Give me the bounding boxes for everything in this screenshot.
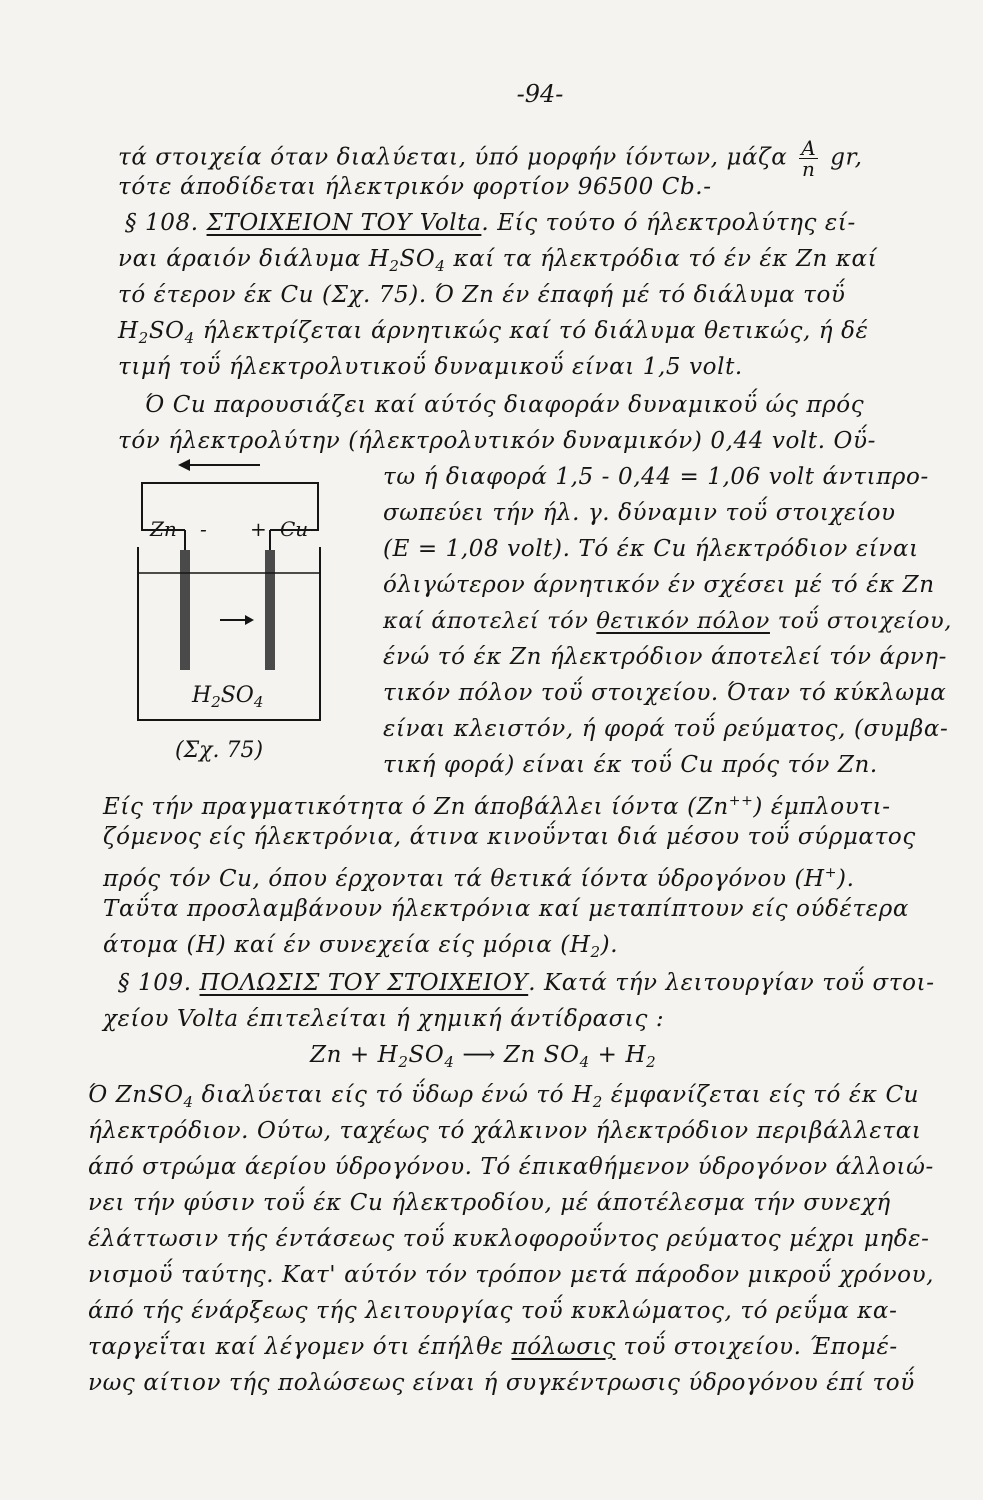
text-line-4: ναι άραιόν διάλυμα $H_2SO_4$ καί τα ήλεκτρόδια τό έν έκ Zn καί — [118, 246, 878, 275]
fraction-numerator: A — [801, 136, 817, 160]
text-line-33: άπό τής ένάρξεως τής λειτουργίας τοΰ κυκλώματος, τό ρεΰμα κα- — [88, 1298, 898, 1324]
minus-label: - — [200, 517, 207, 541]
text-line-23: άτομα (H) καί έν συνεχεία είς μόρια $(H_2)$. — [103, 932, 619, 961]
chemical-equation: $Zn + H_2SO_4$ ⟶ Zn $SO_4 + H_2$ — [310, 1042, 657, 1071]
underlined-term: θετικόν πόλον — [596, 608, 770, 634]
section-number: § 109. — [118, 970, 192, 996]
text-line-5: τό έτερον έκ Cu (Σχ. 75). Ό Zn έν έπαφή μέ τό διάλυμα τοΰ — [118, 282, 846, 308]
volta-cell-diagram — [120, 455, 370, 785]
text-line-13: όλιγώτερον άρνητικόν έν σχέσει μέ τό έκ Zn — [383, 572, 935, 598]
text-line-17: είναι κλειστόν, ή φορά τοΰ ρεύματος, (συμβα- — [383, 716, 949, 742]
text-line-12: (E = 1,08 volt). Τό έκ Cu ήλεκτρόδιον είναι — [383, 536, 919, 562]
plus-label: + — [250, 517, 267, 541]
text-line-31: έλάττωσιν τής έντάσεως τοΰ κυκλοφοροΰντος ρεύματος μέχρι μηδε- — [88, 1226, 930, 1252]
text-line-6: $H_2SO_4$ ήλεκτρίζεται άρνητικώς καί τό διάλυμα θετικώς, ή δέ — [118, 318, 869, 347]
text-line-15: ένώ τό έκ Zn ήλεκτρόδιον άποτελεί τόν άρνη- — [383, 644, 948, 670]
zn-electrode — [180, 550, 190, 670]
section-number: § 108. — [125, 210, 199, 236]
fraction-a-over-n — [799, 138, 818, 179]
text-line-34: ταργεΐται καί λέγομεν ότι έπήλθε πόλωσις τοΰ στοιχείου. Έπομέ- — [88, 1334, 898, 1360]
text-line-28: ήλεκτρόδιον. Ούτω, ταχέως τό χάλκινον ήλεκτρόδιον περιβάλλεται — [88, 1118, 922, 1144]
underlined-term: πόλωσις — [511, 1334, 616, 1360]
text: . Κατά τήν λειτουργίαν τοΰ στοι- — [528, 970, 935, 996]
text-line-32: νισμοΰ ταύτης. Κατ' αύτόν τόν τρόπον μετά πάροδον μικροΰ χρόνου, — [88, 1262, 935, 1288]
text-line-2: τότε άποδίδεται ήλεκτρικόν φορτίον 96500 Cb.- — [118, 174, 712, 200]
electrolyte-label: $H_2SO_4$ — [192, 683, 264, 711]
text-line-27: Ό ZnSO$_4$ διαλύεται είς τό ΰδωρ ένώ τό $H_2$ έμφανίζεται είς τό έκ Cu — [88, 1082, 920, 1111]
cu-label: Cu — [280, 517, 309, 541]
text-line-20: ζόμενος είς ήλεκτρόνια, άτινα κινοΰνται διά μέσου τοΰ σύρματος — [103, 824, 916, 850]
text-line-19: Είς τήν πραγματικότητα ό Zn άποβάλλει ίόντα (Zn++) έμπλουτι- — [103, 793, 891, 820]
text-line-18: τική φορά) είναι έκ τοΰ Cu πρός τόν Zn. — [383, 752, 878, 778]
cu-electrode — [265, 550, 275, 670]
text-line-14: καί άποτελεί τόν θετικόν πόλον τοΰ στοιχείου, — [383, 608, 953, 634]
text-line-8: Ό Cu παρουσιάζει καί αύτός διαφοράν δυναμικοΰ ώς πρός — [145, 392, 865, 418]
text-line-10: τω ή διαφορά 1,5 - 0,44 = 1,06 volt άντιπρο- — [383, 464, 929, 490]
text: . Είς τούτο ό ήλεκτρολύτης εί- — [481, 210, 856, 236]
zn-label: Zn — [150, 517, 177, 541]
text-line-30: νει τήν φύσιν τοΰ έκ Cu ήλεκτροδίου, μέ άποτέλεσμα τήν συνεχή — [88, 1190, 891, 1216]
text: gr, — [830, 144, 863, 171]
text-line-16: τικόν πόλον τοΰ στοιχείου. Όταν τό κύκλωμα — [383, 680, 947, 706]
text: τά στοιχεία όταν διαλύεται, ύπό μορφήν ίόντων, μάζα — [118, 144, 788, 171]
text-line-22: Ταΰτα προσλαμβάνουν ήλεκτρόνια καί μεταπίπτουν είς ούδέτερα — [103, 896, 909, 922]
text-line-35: νως αίτιον τής πολώσεως είναι ή συγκέντρωσις ύδρογόνου έπί τοΰ — [88, 1370, 915, 1396]
text-line-7: τιμή τοΰ ήλεκτρολυτικοΰ δυναμικοΰ είναι 1,5 volt. — [118, 354, 743, 380]
text-line-11: σωπεύει τήν ήλ. γ. δύναμιν τοΰ στοιχείου — [383, 500, 896, 526]
section-108-heading — [125, 208, 856, 238]
page-number: -94- — [516, 80, 564, 108]
text-line-9: τόν ήλεκτρολύτην (ήλεκτρολυτικόν δυναμικόν) 0,44 volt. Οΰ- — [118, 428, 876, 454]
text-line-25: χείου Volta έπιτελείται ή χημική άντίδρασις : — [103, 1006, 665, 1032]
text-line-29: άπό στρώμα άερίου ύδρογόνου. Τό έπικαθήμενον ύδρογόνον άλλοιώ- — [88, 1154, 934, 1180]
section-109-heading — [118, 968, 935, 998]
fraction-denominator: n — [802, 157, 816, 181]
text-line-21: πρός τόν Cu, όπου έρχονται τά θετικά ίόντα ύδρογόνου (H+). — [103, 865, 855, 892]
section-title: ΣΤΟΙΧΕΙΟΝ ΤΟΥ Volta — [206, 210, 482, 236]
volta-cell-figure — [120, 455, 370, 785]
arrow-head — [178, 459, 190, 471]
figure-caption: (Σχ. 75) — [175, 738, 264, 763]
section-title: ΠΟΛΩΣΙΣ ΤΟΥ ΣΤΟΙΧΕΙΟΥ — [199, 970, 529, 996]
